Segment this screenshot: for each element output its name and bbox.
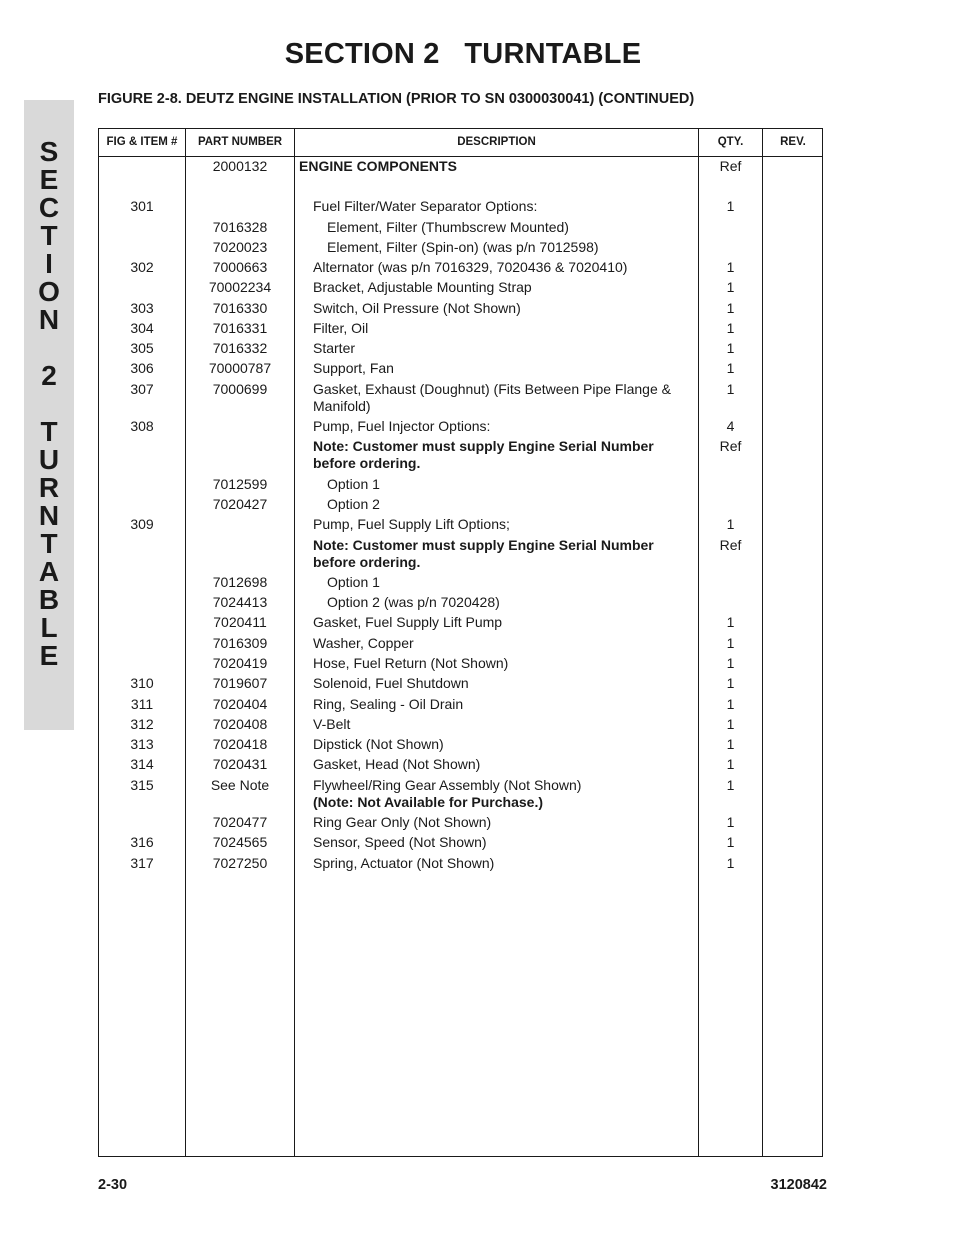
part-number: 7020431: [212, 756, 268, 772]
header-part-number: PART NUMBER: [197, 136, 283, 148]
quantity: 1: [726, 716, 735, 732]
quantity: 1: [726, 655, 735, 671]
description: [299, 716, 709, 733]
side-tab-letter: A: [38, 556, 60, 587]
description-line: Dipstick (Not Shown): [313, 736, 444, 752]
description-line: Option 2 (was p/n 7020428): [327, 594, 500, 610]
description-line: Option 2: [327, 496, 380, 512]
section-title: SECTION 2 TURNTABLE: [284, 38, 642, 70]
description: [299, 574, 723, 591]
part-number: 7024413: [212, 594, 268, 610]
description-line: Flywheel/Ring Gear Assembly (Not Shown): [313, 777, 582, 793]
side-tab-letter: E: [39, 164, 59, 195]
side-tab-letter: C: [38, 192, 60, 223]
part-number: 7020023: [212, 239, 268, 255]
description-line: Washer, Copper: [313, 635, 414, 651]
description-line-2: Manifold): [313, 398, 371, 414]
item-number: 313: [130, 736, 154, 752]
part-number: 70000787: [208, 360, 272, 376]
header-qty: QTY.: [717, 136, 744, 148]
part-number: 7019607: [212, 675, 268, 691]
quantity: 1: [726, 696, 735, 712]
description: [299, 320, 709, 337]
part-number: 7000663: [212, 259, 268, 275]
description: [299, 360, 709, 377]
side-tab-letter: I: [45, 248, 53, 279]
description-line: Hose, Fuel Return (Not Shown): [313, 655, 509, 671]
quantity: 1: [726, 381, 735, 397]
quantity: Ref: [719, 438, 742, 454]
description-line: Element, Filter (Thumbscrew Mounted): [327, 219, 569, 235]
item-number: 308: [130, 418, 154, 434]
description: [299, 655, 709, 672]
description-line: Note: Customer must supply Engine Serial Number: [313, 537, 654, 553]
side-tab-letter: U: [38, 444, 60, 475]
description-line-2: before ordering.: [313, 554, 421, 570]
description-line: Bracket, Adjustable Mounting Strap: [313, 279, 532, 295]
description-line: Element, Filter (Spin-on) (was p/n 7012598): [327, 239, 599, 255]
description: [299, 279, 709, 296]
quantity: 1: [726, 614, 735, 630]
side-tab-letter: R: [38, 472, 60, 503]
description-line: V-Belt: [313, 716, 351, 732]
quantity: 1: [726, 320, 735, 336]
item-number: 303: [130, 300, 154, 316]
part-number: 7020408: [212, 716, 268, 732]
description: [299, 198, 709, 215]
description: [299, 476, 723, 493]
side-tab-letter: T: [40, 220, 58, 251]
side-tab-letter: 2: [41, 360, 57, 391]
description-line: Support, Fan: [313, 360, 394, 376]
item-number: 306: [130, 360, 154, 376]
quantity: 1: [726, 814, 735, 830]
part-number: See Note: [210, 777, 270, 793]
document-number: 3120842: [770, 1177, 827, 1193]
description-line: Ring Gear Only (Not Shown): [313, 814, 492, 830]
description-line: Pump, Fuel Injector Options:: [313, 418, 491, 434]
item-number: 312: [130, 716, 154, 732]
side-tab-letter: T: [40, 416, 58, 447]
side-tab-letter: O: [38, 276, 60, 307]
description-line: Option 1: [327, 574, 380, 590]
part-number: 2000132: [212, 158, 268, 174]
item-number: 301: [130, 198, 154, 214]
part-number: 7016328: [212, 219, 268, 235]
part-number: 7012698: [212, 574, 268, 590]
description: [299, 777, 709, 811]
item-number: 305: [130, 340, 154, 356]
description: [299, 756, 709, 773]
part-number: 7020404: [212, 696, 268, 712]
description: [299, 418, 709, 435]
quantity: 1: [726, 300, 735, 316]
part-number: 7016309: [212, 635, 268, 651]
column-divider: [762, 129, 763, 1156]
description-line: Solenoid, Fuel Shutdown: [313, 675, 469, 691]
column-divider: [294, 129, 295, 1156]
item-number: 311: [130, 696, 154, 712]
quantity: 1: [726, 198, 735, 214]
side-tab-letter: N: [38, 500, 60, 531]
description: [299, 675, 709, 692]
quantity: 1: [726, 756, 735, 772]
description: [299, 814, 709, 831]
description-line: Sensor, Speed (Not Shown): [313, 834, 487, 850]
quantity: 1: [726, 279, 735, 295]
description-line: Alternator (was p/n 7016329, 7020436 & 7020410): [313, 259, 628, 275]
description: [299, 537, 709, 571]
description: [299, 300, 709, 317]
part-number: 7020418: [212, 736, 268, 752]
description: [299, 855, 709, 872]
description: [299, 340, 709, 357]
part-number: 7027250: [212, 855, 268, 871]
item-number: 317: [130, 855, 154, 871]
description-line: Starter: [313, 340, 356, 356]
part-number: 7020477: [212, 814, 268, 830]
part-number: 7016332: [212, 340, 268, 356]
description: [299, 594, 723, 611]
parts-table: [98, 128, 823, 1157]
description-line: Filter, Oil: [313, 320, 369, 336]
quantity: 1: [726, 259, 735, 275]
description-line: Fuel Filter/Water Separator Options:: [313, 198, 538, 214]
part-number: 7024565: [212, 834, 268, 850]
item-number: 307: [130, 381, 154, 397]
description-line: Spring, Actuator (Not Shown): [313, 855, 495, 871]
quantity: 1: [726, 360, 735, 376]
description: [299, 736, 709, 753]
description-line: Note: Customer must supply Engine Serial Number: [313, 438, 654, 454]
side-tab-letter: T: [40, 528, 58, 559]
description: [299, 516, 709, 533]
description: [299, 158, 695, 175]
figure-title: FIGURE 2-8. DEUTZ ENGINE INSTALLATION (PRIOR TO SN 0300030041) (CONTINUED): [98, 91, 695, 107]
description: [299, 614, 709, 631]
item-number: 315: [130, 777, 154, 793]
item-number: 314: [130, 756, 154, 772]
description-line: Gasket, Fuel Supply Lift Pump: [313, 614, 503, 630]
section-side-tab: [24, 100, 74, 730]
quantity: 1: [726, 834, 735, 850]
quantity: 1: [726, 855, 735, 871]
quantity: 1: [726, 516, 735, 532]
quantity: Ref: [719, 537, 742, 553]
part-number: 7000699: [212, 381, 268, 397]
part-number: 7020427: [212, 496, 268, 512]
side-tab-letter: L: [40, 612, 58, 643]
header-item: FIG & ITEM #: [106, 136, 178, 148]
description: [299, 239, 723, 256]
description: [299, 381, 709, 415]
quantity: 1: [726, 777, 735, 793]
description: [299, 219, 723, 236]
item-number: 310: [130, 675, 154, 691]
description-line: ENGINE COMPONENTS: [299, 158, 457, 174]
description-line-2: before ordering.: [313, 455, 421, 471]
page-number: 2-30: [98, 1177, 128, 1193]
item-number: 302: [130, 259, 154, 275]
side-tab-letter: E: [39, 640, 59, 671]
side-tab-letter: B: [38, 584, 60, 615]
description-line: Gasket, Head (Not Shown): [313, 756, 481, 772]
quantity: Ref: [719, 158, 742, 174]
side-tab-letter: S: [39, 136, 59, 167]
quantity: 1: [726, 736, 735, 752]
quantity: 1: [726, 340, 735, 356]
description-line: Pump, Fuel Supply Lift Options;: [313, 516, 510, 532]
header-description: DESCRIPTION: [457, 136, 536, 148]
description: [299, 438, 709, 472]
description: [299, 496, 723, 513]
description: [299, 834, 709, 851]
part-number: 7020419: [212, 655, 268, 671]
description-line: Option 1: [327, 476, 380, 492]
part-number: 7012599: [212, 476, 268, 492]
quantity: 1: [726, 635, 735, 651]
part-number: 7016330: [212, 300, 268, 316]
item-number: 304: [130, 320, 154, 336]
description-line: Ring, Sealing - Oil Drain: [313, 696, 464, 712]
header-divider: [99, 156, 822, 157]
quantity: 1: [726, 675, 735, 691]
description: [299, 635, 709, 652]
part-number: 7016331: [212, 320, 268, 336]
description-line: Gasket, Exhaust (Doughnut) (Fits Between Pipe Flange &: [313, 381, 671, 397]
description: [299, 696, 709, 713]
quantity: 4: [726, 418, 735, 434]
description-line-2: (Note: Not Available for Purchase.): [313, 794, 544, 810]
part-number: 70002234: [208, 279, 272, 295]
description-line: Switch, Oil Pressure (Not Shown): [313, 300, 521, 316]
side-tab-letter: N: [38, 304, 60, 335]
item-number: 309: [130, 516, 154, 532]
description: [299, 259, 709, 276]
header-rev: REV.: [780, 136, 806, 148]
part-number: 7020411: [213, 614, 267, 630]
item-number: 316: [130, 834, 154, 850]
